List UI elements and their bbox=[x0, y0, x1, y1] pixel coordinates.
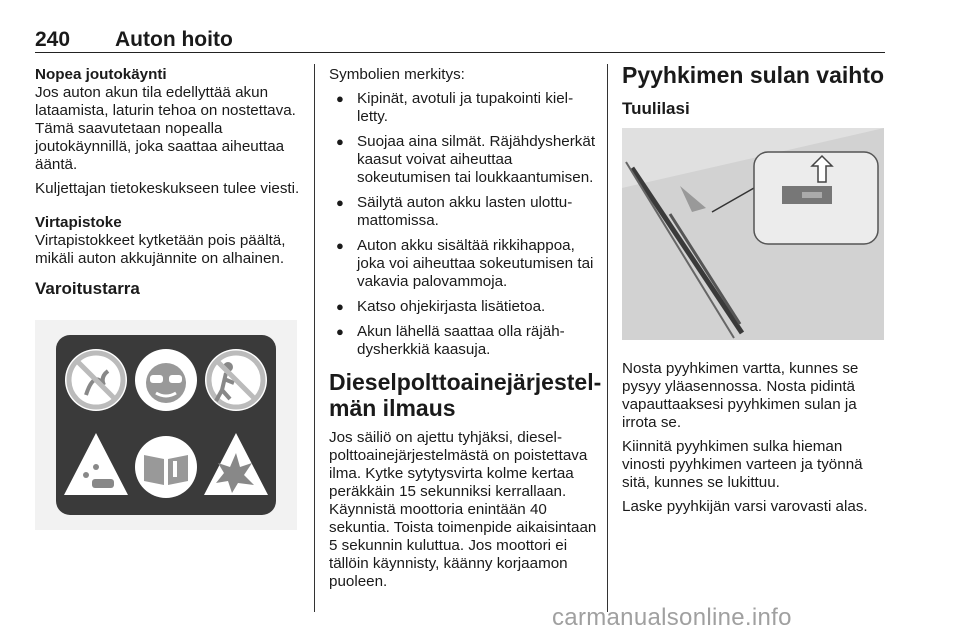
column-1 bbox=[35, 66, 305, 530]
page-header bbox=[35, 28, 885, 53]
list-item: ● Säilytä auton akku lasten ulottumattomissa. bbox=[329, 194, 597, 230]
list-item: ● Katso ohjekirjasta lisätietoa. bbox=[329, 298, 597, 316]
wiper-blade-image bbox=[622, 128, 884, 340]
list-item: ● Suojaa aina silmät. Räjähdysherkät kaasut voivat aiheuttaa sokeutumisen tai loukkaantumisen. bbox=[329, 133, 597, 187]
fast-idle-para2: Kuljettajan tietokeskukseen tulee viesti. bbox=[35, 180, 300, 197]
fast-idle-para1: Jos auton akun tila edellyttää akun lataamista, laturin tehoa on nostettava. Tämä saavutetaan nopealla joutokäynnillä, joka saattaa aiheuttaa ääntä. bbox=[35, 84, 296, 173]
no-fire-icon bbox=[65, 349, 127, 411]
list-item: ● Kipinät, avotuli ja tupakointi kielletty. bbox=[329, 90, 597, 126]
warning-label-illustration bbox=[56, 335, 276, 515]
column-2 bbox=[329, 66, 602, 597]
wiper-heading: Pyyhkimen sulan vaihto bbox=[622, 62, 885, 88]
watermark: carmanualsonline.info bbox=[552, 604, 792, 631]
power-outlet-heading: Virtapistoke bbox=[35, 214, 122, 231]
list-item: ● Akun lähellä saattaa olla räjähdysherkkiä kaasuja. bbox=[329, 323, 597, 359]
diesel-heading: Dieselpolttoainejärjestelmän ilmaus bbox=[329, 369, 602, 421]
wiper-illustration bbox=[622, 128, 884, 340]
keep-children-away-icon bbox=[205, 349, 267, 411]
diesel-para: Jos säiliö on ajettu tyhjäksi, dieselpolttoainejärjestelmästä on poistettava ilma. Kytke sytytysvirta kolme kertaa peräkkäin 15 sekunniksi kerrallaan. Käynnistä moottoria enintään 40 sekuntia. Toista toimenpide aikaisintaan 5 sekunnin kuluttua. Jos moottori ei tällöin käynnisty, käänny korjaamon puoleen. bbox=[329, 429, 597, 590]
warning-label-heading: Varoitustarra bbox=[35, 279, 140, 298]
list-item: ● Auton akku sisältää rikkihappoa, joka voi aiheuttaa sokeutumisen tai vakavia palovammoja. bbox=[329, 237, 597, 291]
column-divider bbox=[607, 64, 608, 612]
fast-idle-heading: Nopea joutokäynti bbox=[35, 66, 167, 83]
symbol-list bbox=[329, 90, 597, 359]
windscreen-subheading: Tuulilasi bbox=[622, 99, 690, 118]
symbols-intro: Symbolien merkitys: bbox=[329, 66, 465, 83]
page-number: 240 bbox=[35, 28, 71, 51]
column-divider bbox=[314, 64, 315, 612]
eye-protection-icon bbox=[135, 349, 197, 411]
column-3 bbox=[622, 62, 887, 522]
wiper-para3: Laske pyyhkijän varsi varovasti alas. bbox=[622, 498, 868, 515]
section-title: Auton hoito bbox=[115, 28, 233, 51]
wiper-para2: Kiinnitä pyyhkimen sulka hieman vinosti pyyhkimen varteen ja työnnä sitä, kunnes se lukittuu. bbox=[622, 438, 863, 491]
wiper-para1: Nosta pyyhkimen vartta, kunnes se pysyy yläasennossa. Nosta pidintä vapauttaaksesi pyyhkimen sulan ja irrota se. bbox=[622, 360, 859, 431]
battery-warning-label-image bbox=[35, 320, 297, 530]
read-manual-icon bbox=[135, 436, 197, 498]
power-outlet-para: Virtapistokkeet kytketään pois päältä, mikäli auton akkujännite on alhainen. bbox=[35, 232, 286, 267]
